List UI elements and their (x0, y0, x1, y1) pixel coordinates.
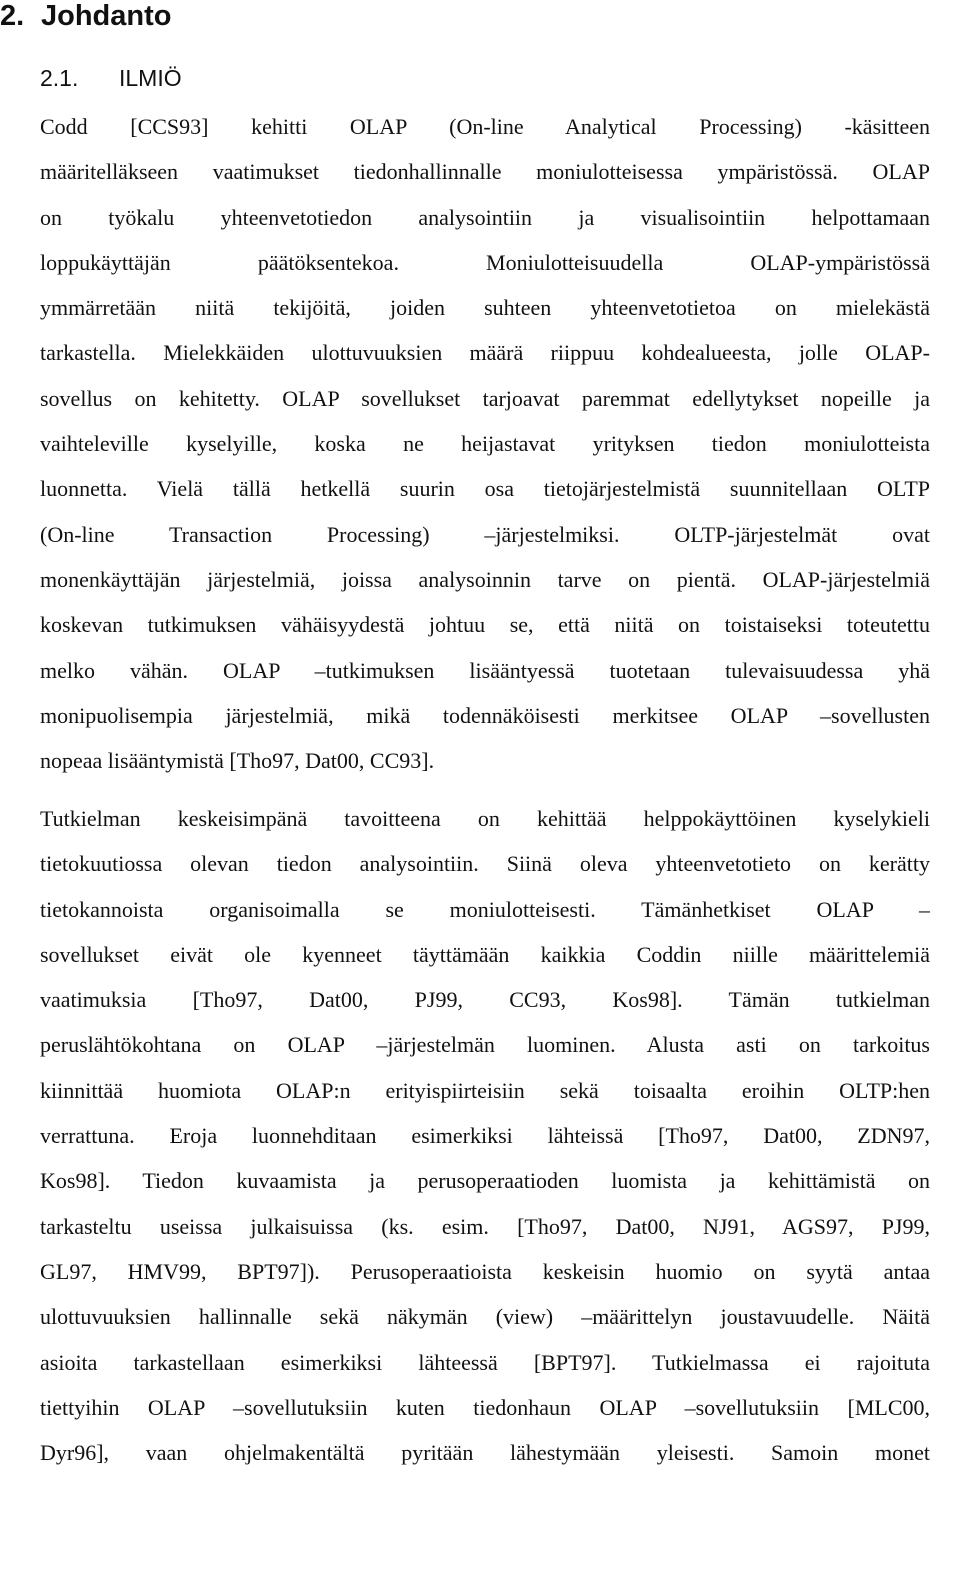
text-line: GL97, HMV99, BPT97]). Perusoperaatioista keskeisin huomio on syytä antaa (40, 1258, 930, 1284)
paragraph-2 (40, 796, 930, 1475)
text-line: määritelläkseen vaatimukset tiedonhallinnalle moniulotteisessa ympäristössä. OLAP (40, 159, 930, 185)
paragraph-1 (40, 104, 930, 783)
text-line: kiinnittää huomiota OLAP:n erityispiirteisiin sekä toisaalta eroihin OLTP:hen (40, 1077, 930, 1103)
text-line: asioita tarkastellaan esimerkiksi lähteessä [BPT97]. Tutkielmassa ei rajoituta (40, 1349, 930, 1375)
text-line: Codd [CCS93] kehitti OLAP (On-line Analytical Processing) -käsitteen (40, 114, 930, 139)
text-line: ulottuvuuksien hallinnalle sekä näkymän (view) –määrittelyn joustavuudelle. Näitä (40, 1304, 930, 1330)
text-line: on työkalu yhteenvetotiedon analysointiin ja visualisointiin helpottamaan (40, 204, 930, 230)
text-line: nopeaa lisääntymistä [Tho97, Dat00, CC93]. (40, 748, 435, 774)
text-line: loppukäyttäjän päätöksentekoa. Moniulotteisuudella OLAP-ympäristössä (40, 249, 930, 275)
text-line: koskevan tutkimuksen vähäisyydestä johtuu se, että niitä on toistaiseksi toteutettu (40, 612, 930, 638)
text-line: peruslähtökohtana on OLAP –järjestelmän luominen. Alusta asti on tarkoitus (40, 1032, 930, 1058)
text-line: (On-line Transaction Processing) –järjestelmiksi. OLTP-järjestelmät ovat (40, 521, 930, 547)
text-line: verrattuna. Eroja luonnehditaan esimerkiksi lähteissä [Tho97, Dat00, ZDN97, (40, 1123, 930, 1149)
text-line: Tutkielman keskeisimpänä tavoitteena on kehittää helppokäyttöinen kyselykieli (40, 806, 930, 831)
text-line: vaihteleville kyselyille, koska ne heijastavat yrityksen tiedon moniulotteista (40, 431, 930, 457)
text-line: sovellukset eivät ole kyenneet täyttämään kaikkia Coddin niille määrittelemiä (40, 941, 930, 967)
text-line: sovellus on kehitetty. OLAP sovellukset tarjoavat paremmat edellytykset nopeille ja (40, 385, 930, 411)
text-line: tietokuutiossa olevan tiedon analysointiin. Siinä oleva yhteenvetotieto on kerätty (40, 851, 930, 877)
chapter-number: 2. (0, 0, 25, 32)
text-line: monipuolisempia järjestelmiä, mikä todennäköisesti merkitsee OLAP –sovellusten (40, 702, 930, 728)
chapter-heading (0, 0, 172, 32)
text-line: tietokannoista organisoimalla se moniulotteisesti. Tämänhetkiset OLAP – (40, 896, 930, 922)
section-number: 2.1. (40, 65, 79, 91)
text-line: melko vähän. OLAP –tutkimuksen lisääntyessä tuotetaan tulevaisuudessa yhä (40, 657, 930, 683)
text-line: Dyr96], vaan ohjelmakentältä pyritään lähestymään yleisesti. Samoin monet (40, 1440, 930, 1466)
text-line: tarkastella. Mielekkäiden ulottuvuuksien määrä riippuu kohdealueesta, jolle OLAP- (40, 340, 930, 366)
text-line: Kos98]. Tiedon kuvaamista ja perusoperaatioden luomista ja kehittämistä on (40, 1168, 930, 1194)
text-line: tiettyihin OLAP –sovellutuksiin kuten tiedonhaun OLAP –sovellutuksiin [MLC00, (40, 1394, 930, 1420)
section-heading (40, 64, 182, 92)
text-line: ymmärretään niitä tekijöitä, joiden suhteen yhteenvetotietoa on mielekästä (40, 295, 930, 321)
text-line: luonnetta. Vielä tällä hetkellä suurin osa tietojärjestelmistä suunnitellaan OLTP (40, 476, 930, 502)
chapter-title: Johdanto (41, 0, 172, 32)
text-line: tarkasteltu useissa julkaisuissa (ks. esim. [Tho97, Dat00, NJ91, AGS97, PJ99, (40, 1213, 930, 1239)
text-line: vaatimuksia [Tho97, Dat00, PJ99, CC93, Kos98]. Tämän tutkielman (40, 987, 930, 1013)
section-title: ILMIÖ (119, 65, 182, 91)
text-line: monenkäyttäjän järjestelmiä, joissa analysoinnin tarve on pientä. OLAP-järjestelmiä (40, 566, 930, 592)
